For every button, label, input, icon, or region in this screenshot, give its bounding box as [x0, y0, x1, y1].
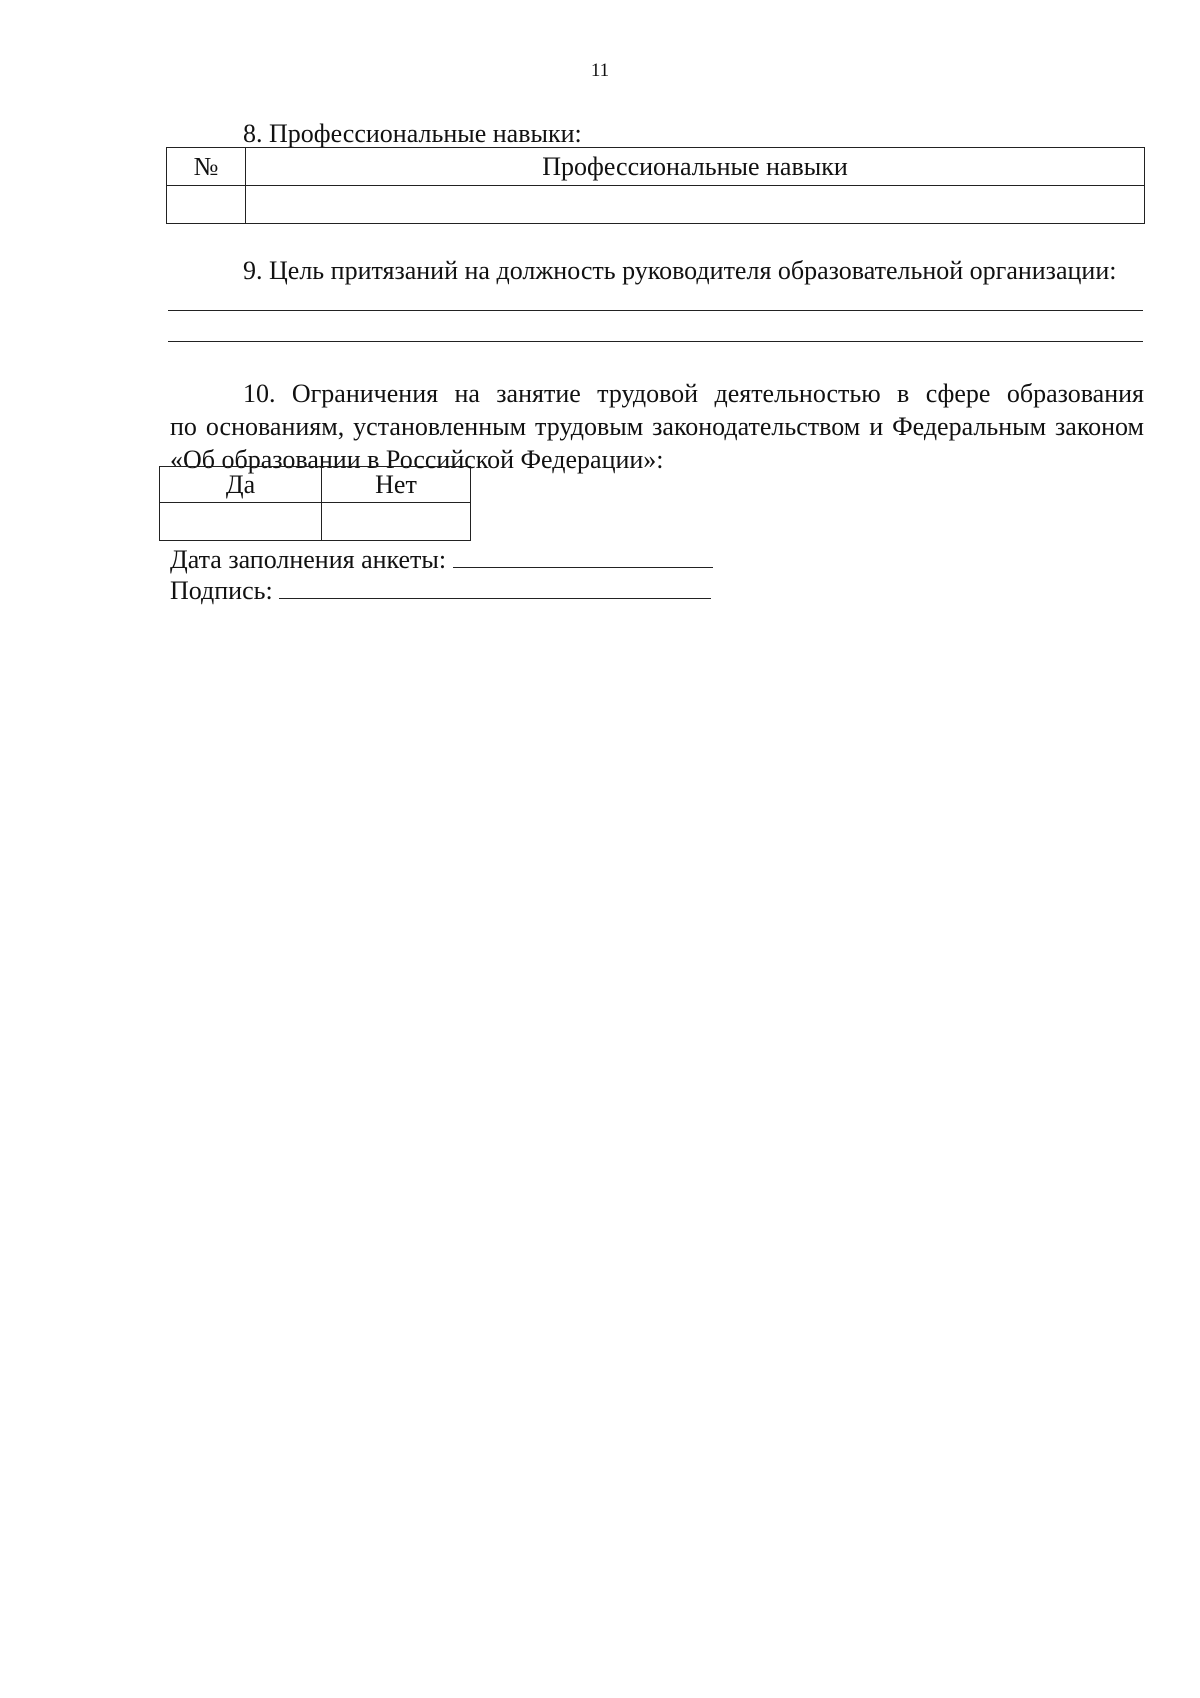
empty-cell-yes[interactable] [160, 503, 322, 541]
answer-line-1[interactable] [168, 310, 1143, 311]
date-blank-line[interactable] [453, 545, 713, 568]
section-10-line-2: по основаниям, установленным трудовым законодательством и Федеральным законом [170, 412, 1144, 441]
section-9-heading: 9. Цель притязаний на должность руководителя образовательной организации: [243, 256, 1117, 285]
empty-cell-no[interactable] [322, 503, 471, 541]
table-header-row [160, 467, 471, 503]
header-cell-number: № [167, 148, 246, 186]
table-row [167, 186, 1145, 224]
section-10-paragraph [170, 377, 1144, 476]
date-field [170, 545, 713, 575]
table-row [160, 503, 471, 541]
signature-blank-line[interactable] [279, 576, 711, 599]
empty-cell-number[interactable] [167, 186, 246, 224]
table-header-row [167, 148, 1145, 186]
header-cell-skills: Профессиональные навыки [246, 148, 1145, 186]
restrictions-table [159, 466, 471, 541]
signature-label: Подпись: [170, 576, 273, 605]
professional-skills-table [166, 147, 1145, 224]
date-label: Дата заполнения анкеты: [170, 545, 447, 574]
answer-line-2[interactable] [168, 341, 1143, 342]
empty-cell-skills[interactable] [246, 186, 1145, 224]
header-cell-no: Нет [322, 467, 471, 503]
section-10-line-3: «Об образовании в Российской Федерации»: [170, 445, 664, 474]
page-number: 11 [590, 60, 610, 81]
signature-field [170, 576, 711, 606]
section-8-heading: 8. Профессиональные навыки: [243, 119, 582, 148]
header-cell-yes: Да [160, 467, 322, 503]
section-10-line-1: 10. Ограничения на занятие трудовой деятельностью в сфере образования [243, 379, 1144, 408]
